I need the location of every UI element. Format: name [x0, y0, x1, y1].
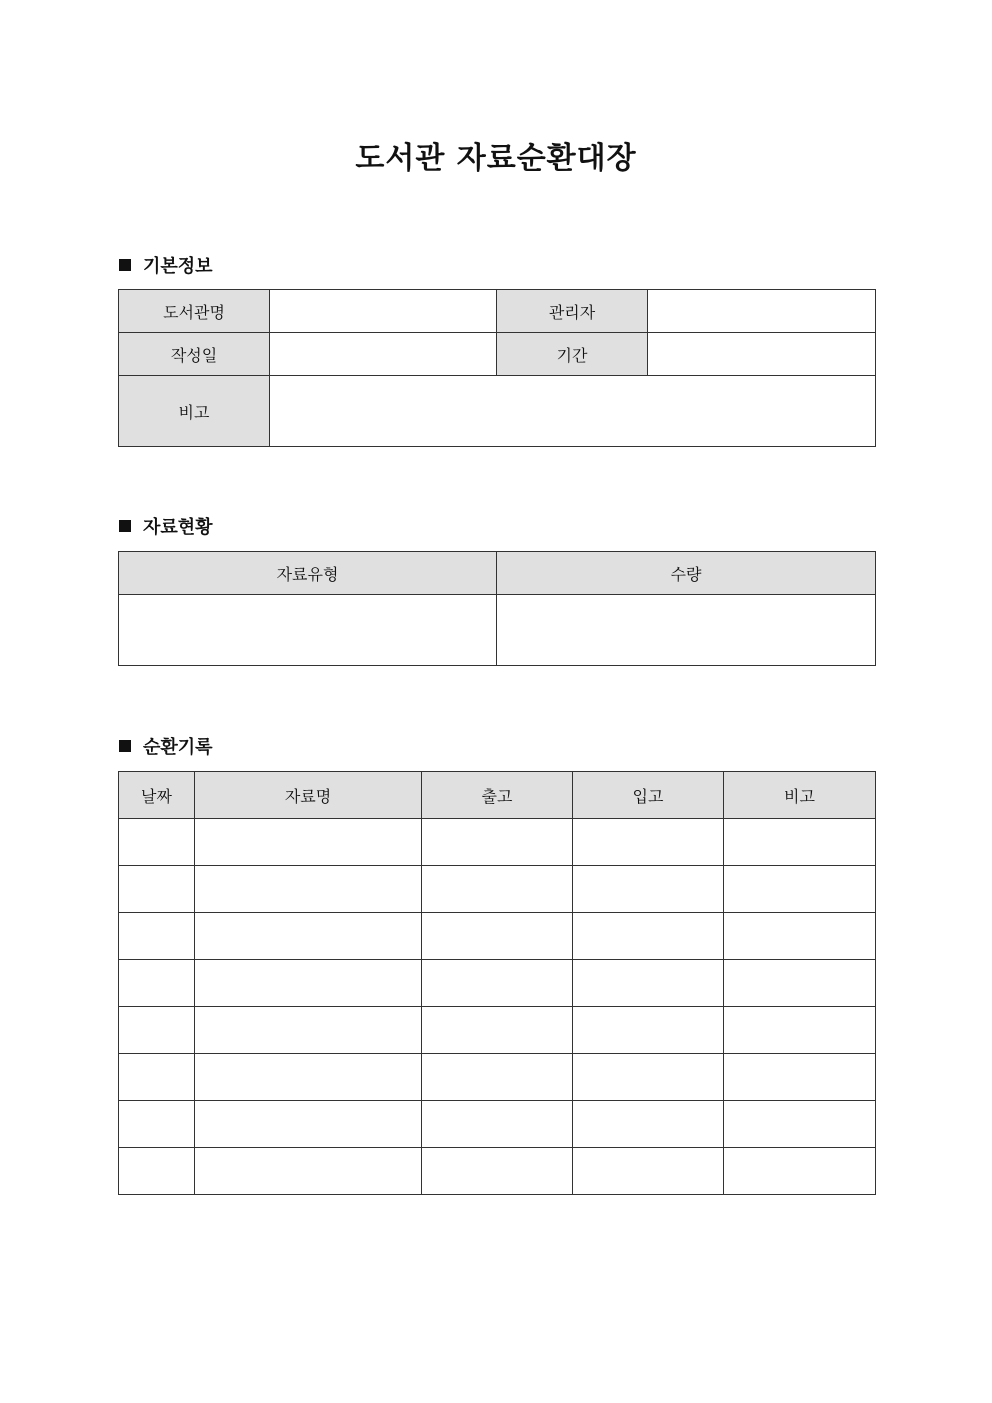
square-bullet-icon: [119, 259, 131, 271]
remarks-cell[interactable]: [724, 913, 876, 960]
remarks-cell[interactable]: [724, 866, 876, 913]
checkin-cell[interactable]: [573, 819, 724, 866]
table-row: [119, 913, 876, 960]
table-row: [119, 376, 876, 447]
column-header-checkout: 출고: [422, 772, 573, 819]
circulation-log-table: [118, 771, 876, 1195]
section-title: 순환기록: [143, 737, 213, 758]
date-cell[interactable]: [119, 1148, 195, 1195]
checkout-cell[interactable]: [422, 1054, 573, 1101]
table-row: [119, 290, 876, 333]
material-name-cell[interactable]: [195, 960, 422, 1007]
table-row: [119, 333, 876, 376]
checkin-cell[interactable]: [573, 866, 724, 913]
checkout-cell[interactable]: [422, 960, 573, 1007]
date-field[interactable]: [270, 333, 497, 376]
checkin-cell[interactable]: [573, 913, 724, 960]
material-name-cell[interactable]: [195, 1148, 422, 1195]
checkin-cell[interactable]: [573, 1054, 724, 1101]
material-name-cell[interactable]: [195, 913, 422, 960]
checkout-cell[interactable]: [422, 1148, 573, 1195]
checkin-cell[interactable]: [573, 1148, 724, 1195]
checkout-cell[interactable]: [422, 1101, 573, 1148]
remarks-cell[interactable]: [724, 1148, 876, 1195]
basic-info-table: [118, 289, 876, 447]
checkin-cell[interactable]: [573, 960, 724, 1007]
date-cell[interactable]: [119, 1007, 195, 1054]
square-bullet-icon: [119, 520, 131, 532]
remarks-cell[interactable]: [724, 960, 876, 1007]
material-name-cell[interactable]: [195, 866, 422, 913]
checkout-cell[interactable]: [422, 1007, 573, 1054]
material-name-cell[interactable]: [195, 819, 422, 866]
checkout-cell[interactable]: [422, 913, 573, 960]
material-name-cell[interactable]: [195, 1054, 422, 1101]
library-name-label: 도서관명: [119, 290, 270, 333]
page-title: 도서관 자료순환대장: [355, 141, 637, 176]
period-label: 기간: [497, 333, 648, 376]
section-title: 기본정보: [143, 256, 213, 277]
table-row: [119, 960, 876, 1007]
material-status-table: [118, 551, 876, 666]
table-row: [119, 1007, 876, 1054]
table-row: [119, 1101, 876, 1148]
table-header-row: [119, 552, 876, 595]
manager-label: 관리자: [497, 290, 648, 333]
table-header-row: [119, 772, 876, 819]
table-row: [119, 1148, 876, 1195]
period-field[interactable]: [648, 333, 876, 376]
square-bullet-icon: [119, 740, 131, 752]
date-cell[interactable]: [119, 819, 195, 866]
checkin-cell[interactable]: [573, 1007, 724, 1054]
remarks-cell[interactable]: [724, 1054, 876, 1101]
material-type-cell[interactable]: [119, 595, 497, 666]
table-row: [119, 819, 876, 866]
column-header-remarks: 비고: [724, 772, 876, 819]
remarks-label: 비고: [119, 376, 270, 447]
section-heading-material-status: [119, 514, 213, 538]
checkin-cell[interactable]: [573, 1101, 724, 1148]
date-cell[interactable]: [119, 1054, 195, 1101]
remarks-cell[interactable]: [724, 1101, 876, 1148]
column-header-date: 날짜: [119, 772, 195, 819]
date-cell[interactable]: [119, 866, 195, 913]
date-cell[interactable]: [119, 960, 195, 1007]
quantity-cell[interactable]: [497, 595, 876, 666]
column-header-material-name: 자료명: [195, 772, 422, 819]
manager-field[interactable]: [648, 290, 876, 333]
section-heading-circulation-log: [119, 734, 213, 758]
remarks-field[interactable]: [270, 376, 876, 447]
column-header-material-type: 자료유형: [119, 552, 497, 595]
checkout-cell[interactable]: [422, 819, 573, 866]
date-cell[interactable]: [119, 913, 195, 960]
remarks-cell[interactable]: [724, 1007, 876, 1054]
table-row: [119, 866, 876, 913]
material-name-cell[interactable]: [195, 1101, 422, 1148]
library-name-field[interactable]: [270, 290, 497, 333]
table-row: [119, 1054, 876, 1101]
date-label: 작성일: [119, 333, 270, 376]
checkout-cell[interactable]: [422, 866, 573, 913]
table-row: [119, 595, 876, 666]
material-name-cell[interactable]: [195, 1007, 422, 1054]
remarks-cell[interactable]: [724, 819, 876, 866]
column-header-checkin: 입고: [573, 772, 724, 819]
section-heading-basic-info: [119, 253, 213, 277]
date-cell[interactable]: [119, 1101, 195, 1148]
section-title: 자료현황: [143, 517, 213, 538]
column-header-quantity: 수량: [497, 552, 876, 595]
